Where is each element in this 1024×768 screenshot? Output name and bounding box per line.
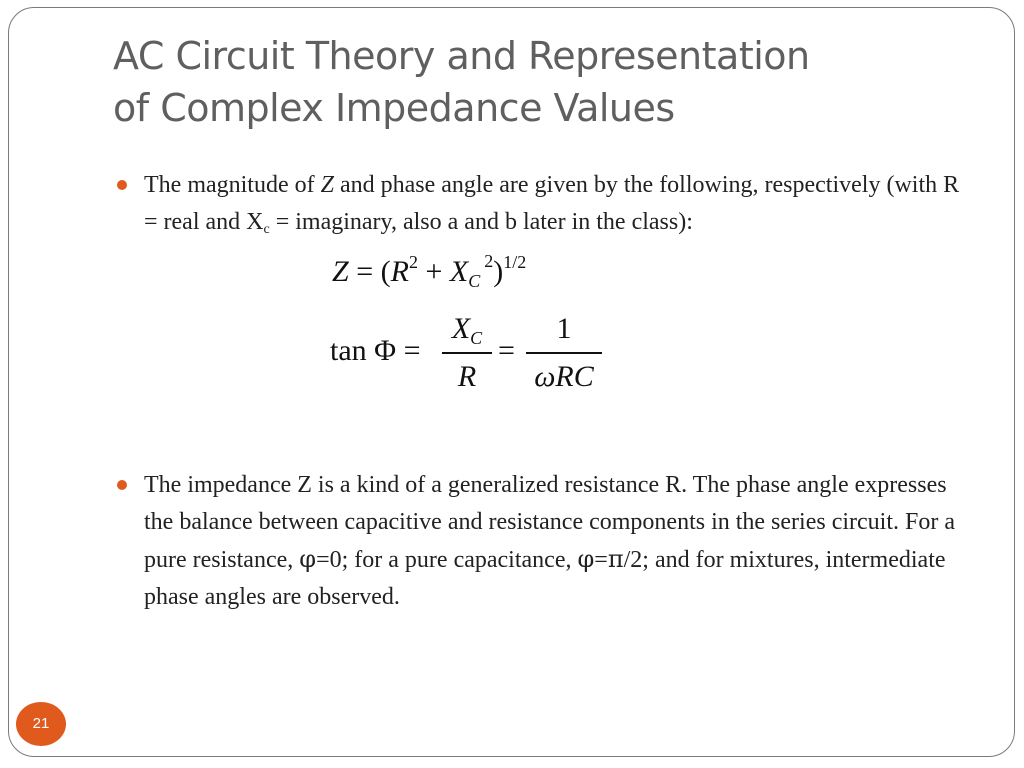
equation-impedance-magnitude: [332, 252, 526, 295]
eq1-z: Z: [332, 255, 349, 288]
eq1-plus: +: [417, 255, 450, 288]
eq2-frac1-num-sub: C: [470, 328, 483, 348]
eq2-frac1-denominator: [442, 358, 492, 396]
eq1-outer-exp: 1/2: [503, 252, 527, 272]
eq2-fraction-one-over-omega-rc: [526, 310, 602, 400]
title-line-2: of Complex Impedance Values: [113, 86, 675, 130]
eq2-frac2-denominator: [526, 358, 602, 396]
eq1-r-exp: 2: [408, 252, 418, 272]
bullet-1-text-a: The magnitude of: [144, 172, 321, 198]
eq2-frac1-bar: [442, 352, 492, 354]
eq1-x-sub: C: [468, 271, 481, 291]
eq1-x: X: [449, 255, 469, 288]
eq2-frac1-num: X: [451, 312, 471, 345]
bullet-1-z: Z: [320, 172, 334, 198]
eq2-equals: =: [498, 334, 515, 367]
bullet-2-text-a: The impedance Z is a kind of a generalized resistance R. The phase angle expresses the balance between capacitive and resistance components in the series circuit. For a pure resistance,: [144, 472, 955, 573]
bullet-1-text-c: = imaginary, also a and b later in the class):: [269, 209, 693, 235]
bullet-2-phi-1: φ: [299, 545, 317, 573]
bullet-2-text-b: =0; for a pure capacitance,: [316, 547, 578, 573]
eq2-lhs: tan Φ =: [330, 334, 421, 367]
eq2-frac2-den: ωRC: [534, 360, 594, 393]
equation-phase-angle: [330, 310, 630, 406]
title-line-1: AC Circuit Theory and Representation: [113, 34, 810, 78]
eq2-frac1-den: R: [457, 360, 477, 393]
slide-title: [113, 30, 973, 134]
bullet-1-text-b: and phase angle are given by the following, respectively (with R = real and X: [144, 172, 960, 235]
eq2-fraction-xc-over-r: [442, 310, 492, 400]
bullet-item-magnitude: [144, 167, 974, 241]
eq2-frac2-bar: [526, 352, 602, 354]
eq2-frac2-numerator: 1: [556, 312, 572, 345]
bullet-2-phi-2: φ: [577, 545, 595, 573]
bullet-2-text-c: /2; and for mixtures, intermediate phase angles are observed.: [144, 547, 946, 610]
eq2-frac1-numerator: [442, 310, 492, 348]
page-number-badge: 21: [16, 702, 66, 746]
eq1-equals-open: = (: [348, 255, 391, 288]
bullet-1-sub: c: [263, 222, 270, 237]
bullet-2-equals: =: [594, 547, 608, 573]
eq1-x-exp: 2: [484, 251, 494, 271]
bullet-2-pi: π: [607, 545, 624, 573]
bullet-item-impedance: [144, 467, 974, 616]
eq1-r: R: [390, 255, 409, 288]
eq1-close: ): [493, 255, 504, 288]
